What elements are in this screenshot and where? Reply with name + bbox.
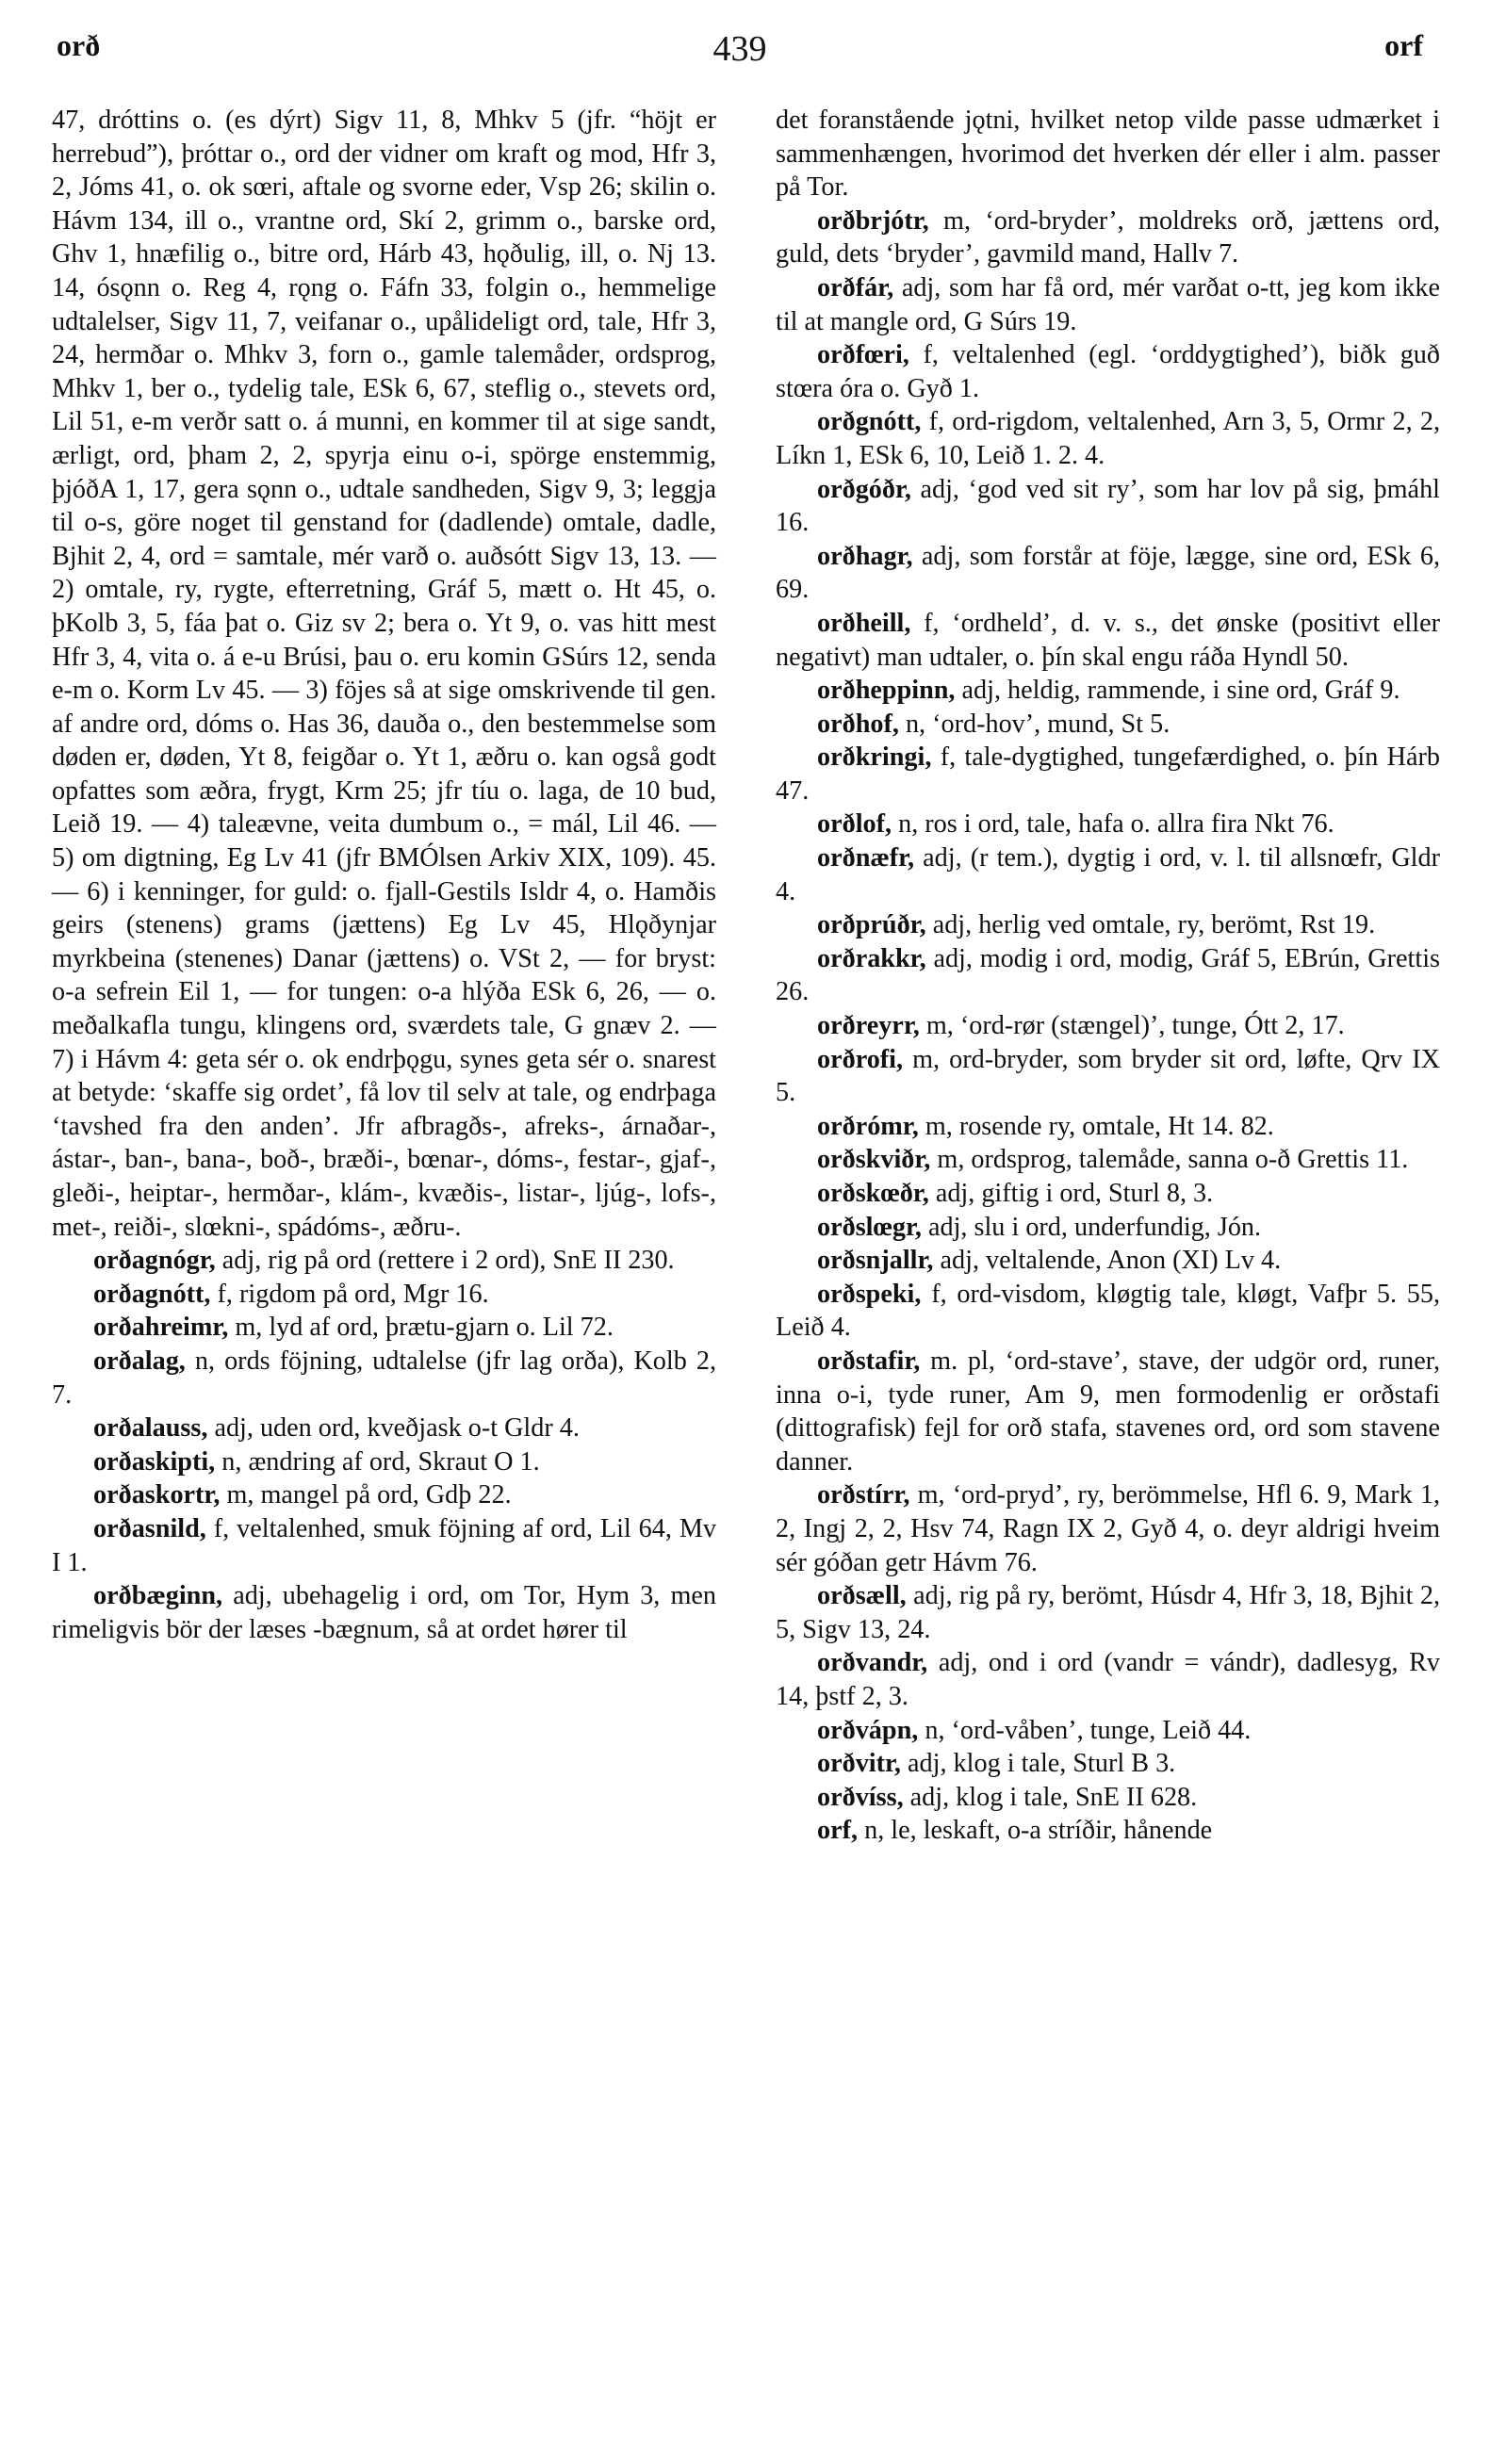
entry-definition: m, ‘ord-bryder’, moldreks orð, jættens ord, guld, dets ‘bryder’, gavmild mand, Hallv 7. <box>776 205 1440 269</box>
dictionary-entry <box>776 1211 1440 1245</box>
dictionary-entry <box>52 1278 716 1312</box>
dictionary-entry <box>776 1177 1440 1211</box>
dictionary-entry <box>776 540 1440 607</box>
entry-definition: adj, rig på ry, berömt, Húsdr 4, Hfr 3, 18, Bjhit 2, 5, Sigv 13, 24. <box>776 1581 1441 1644</box>
entry-definition: adj, som har få ord, mér varðat o-tt, jeg kom ikke til at mangle ord, G Súrs 19. <box>776 272 1440 336</box>
entry-headword: orðskviðr, <box>817 1145 931 1175</box>
entry-definition: adj, veltalende, Anon (XI) Lv 4. <box>940 1246 1282 1276</box>
entry-headword: orðprúðr, <box>817 910 926 940</box>
entry-definition: f, veltalenhed, smuk föjning af ord, Lil 64, Mv I 1. <box>52 1513 716 1577</box>
dictionary-entry <box>776 1478 1440 1579</box>
entry-headword: orðbrjótr, <box>817 205 929 236</box>
page-number: 439 <box>712 29 767 69</box>
entry-definition: adj, som forstår at föje, lægge, sine ord, ESk 6, 69. <box>776 541 1440 605</box>
left-column <box>52 104 716 1646</box>
entry-headword: orðbæginn, <box>93 1581 223 1611</box>
entry-definition: adj, uden ord, kveðjask o-t Gldr 4. <box>214 1413 580 1444</box>
entry-definition: f, tale-dygtighed, tungefærdighed, o. þín Hárb 47. <box>776 742 1440 806</box>
dictionary-entry <box>776 1009 1440 1043</box>
entry-definition: n, ‘ord-våben’, tunge, Leið 44. <box>925 1715 1252 1745</box>
entry-headword: orðstírr, <box>817 1480 910 1510</box>
entry-definition: n, ændring af ord, Skraut O 1. <box>221 1446 540 1477</box>
entry-definition: m, lyd af ord, þrætu-gjarn o. Lil 72. <box>235 1313 614 1343</box>
dictionary-entry <box>52 104 716 1244</box>
entry-definition: f, veltalenhed (egl. ‘orddygtighed’), biðk guð stœra óra o. Gyð 1. <box>776 340 1440 403</box>
dictionary-entry <box>776 338 1440 405</box>
entry-definition: n, ros i ord, tale, hafa o. allra fira Nkt 76. <box>898 809 1334 840</box>
entry-definition: adj, heldig, rammende, i sine ord, Gráf 9. <box>961 676 1400 706</box>
entry-headword: orðrofi, <box>817 1044 904 1074</box>
entry-headword: orðalauss, <box>93 1413 208 1444</box>
entry-headword: orðheill, <box>817 608 911 638</box>
dictionary-entry <box>776 271 1440 338</box>
entry-headword: orðgnótt, <box>817 407 922 437</box>
dictionary-entry <box>776 1814 1440 1848</box>
entry-definition: m, ord-bryder, som bryder sit ord, løfte, Qrv IX 5. <box>776 1044 1440 1108</box>
entry-definition: 47, dróttins o. (es dýrt) Sigv 11, 8, Mhkv 5 (jfr. “höjt er herrebud”), þróttar o., ord der vidner om kraft og mod, Hfr 3, 2, Jóms 41, o. ok sœri, aftale og svorne eder, Vsp 26; skilin o. Hávm 134, ill o., vrantne ord, Skí 2, grimm o., barske ord, Ghv 1, hnæfilig o., bitre ord, Hárb 43, hǫðulig, ill, o. Nj 13. 14, ósǫnn o. Reg 4, rǫng o. Fáfn 33, folgin o., hemmelige udtalelser, Sigv 11, 7, veifanar o., upålideligt ord, tale, Hfr 3, 24, hermðar o. Mhkv 3, forn o., gamle talemåder, ordsprog, Mhkv 1, ber o., tydelig tale, ESk 6, 67, steflig o., stevets ord, Lil 51, e-m verðr satt o. á munni, en kommer til at sige sandt, ærligt, ord, þham 2, 2, spyrja einu o-i, spörge enstemmig, þjóðA 1, 17, gera sǫnn o., udtale sandheden, Sigv 9, 3; leggja til o-s, göre noget til genstand for (dadlende) omtale, dadle, Bjhit 2, 4, ord = samtale, mér varð o. auðsótt Sigv 13, 13. — 2) omtale, ry, rygte, efterretning, Gráf 5, mætt o. Ht 45, o. þKolb 3, 5, fáa þat o. Giz sv 2; bera o. Yt 9, o. vas hitt mest Hfr 3, 4, vita o. á e-u Brúsi, þau o. eru komin GSúrs 12, senda e-m o. Korm Lv 45. — 3) föjes så at sige omskrivende til gen. af andre ord, dóms o. Has 36, dauða o., den bestemmelse som døden er, døden, Yt 8, feigðar o. Yt 1, æðru o. kan også godt opfattes som æðra, frygt, Krm 25; jfr tíu o. laga, de 10 bud, Leið 19. — 4) taleævne, veita dumbum o., = mál, Lil 46. — 5) om digtning, Eg Lv 41 (jfr BMÓlsen Arkiv XIX, 109). 45. — 6) i kenninger, for guld: o. fjall-Gestils Isldr 4, o. Hamðis geirs (stenens) grams (jættens) Eg Lv 45, Hlǫðynjar myrkbeina (stenenes) Danar (jættens) o. VSt 2, — for bryst: o-a sefrein Eil 1, — for tungen: o-a hlýða ESk 6, 26, — o. meðalkafla tungu, klingens ord, sværdets tale, G gnæv 2. — 7) i Hávm 4: geta sér o. ok endrþǫgu, synes geta sér o. snarest at betyde: ‘skaffe sig ordet’, få lov til selv at tale, og endrþaga ‘tavshed fra den anden’. Jfr afbragðs-, afreks-, árnaðar-, ástar-, ban-, bana-, boð-, bræði-, bœnar-, dóms-, festar-, gjaf-, gleði-, heiptar-, hermðar-, klám-, kvæðis-, listar-, ljúg-, lofs-, met-, reiði-, slœkni-, spádóms-, æðru-. <box>52 106 716 1242</box>
dictionary-entry <box>52 1411 716 1445</box>
dictionary-entry <box>776 841 1440 908</box>
entry-headword: orðspeki, <box>817 1279 922 1309</box>
entry-headword: orðagnótt, <box>93 1279 211 1309</box>
dictionary-entry <box>776 473 1440 540</box>
entry-definition: adj, rig på ord (rettere i 2 ord), SnE II 230. <box>221 1246 675 1276</box>
entry-definition: adj, klog i tale, Sturl B 3. <box>908 1749 1176 1779</box>
entry-headword: orðrakkr, <box>817 943 926 973</box>
dictionary-entry <box>52 1345 716 1411</box>
dictionary-entry <box>776 942 1440 1009</box>
entry-headword: orðahreimr, <box>93 1313 229 1343</box>
entry-headword: orðnæfr, <box>817 843 915 873</box>
dictionary-entry <box>776 741 1440 808</box>
entry-headword: orðasnild, <box>93 1513 206 1543</box>
entry-headword: orðstafir, <box>817 1346 921 1376</box>
dictionary-entry <box>776 1781 1440 1815</box>
dictionary-entry <box>52 1512 716 1579</box>
dictionary-entry <box>776 674 1440 708</box>
dictionary-entry <box>776 405 1440 472</box>
dictionary-entry <box>52 1244 716 1278</box>
entry-definition: adj, herlig ved omtale, ry, berömt, Rst 19. <box>932 910 1376 940</box>
entry-headword: orðreyrr, <box>817 1011 920 1041</box>
entry-headword: orðalag, <box>93 1346 186 1376</box>
entry-headword: orðlof, <box>817 809 892 840</box>
entry-definition: m, rosende ry, omtale, Ht 14. 82. <box>925 1111 1274 1141</box>
entry-definition: n, ords föjning, udtalelse (jfr lag orða), Kolb 2, 7. <box>52 1346 716 1410</box>
dictionary-entry <box>52 1478 716 1512</box>
entry-definition: f, ord-visdom, kløgtig tale, kløgt, Vafþr 5. 55, Leið 4. <box>776 1279 1441 1343</box>
entry-headword: orf, <box>817 1816 859 1846</box>
dictionary-entry <box>776 908 1440 942</box>
dictionary-entry <box>776 204 1440 271</box>
right-guide-word: orf <box>1384 28 1423 62</box>
dictionary-entry <box>52 1311 716 1345</box>
dictionary-entry <box>776 1278 1440 1345</box>
entry-headword: orðvíss, <box>817 1782 904 1812</box>
entry-definition: adj, modig i ord, modig, Gráf 5, EBrún, Grettis 26. <box>776 943 1440 1007</box>
entry-definition: adj, ‘god ved sit ry’, som har lov på sig, þmáhl 16. <box>776 474 1440 538</box>
dictionary-entry <box>776 1143 1440 1177</box>
left-guide-word: orð <box>57 28 101 62</box>
entry-headword: orðaskipti, <box>93 1446 216 1477</box>
entry-headword: orðhof, <box>817 709 899 739</box>
entry-headword: orðfœri, <box>817 340 909 370</box>
dictionary-entry <box>776 708 1440 742</box>
entry-definition: n, ‘ord-hov’, mund, St 5. <box>905 709 1170 739</box>
entry-headword: orðgóðr, <box>817 474 911 504</box>
dictionary-entry <box>776 1110 1440 1144</box>
dictionary-entry <box>776 808 1440 841</box>
entry-definition: f, ‘ordheld’, d. v. s., det ønske (positivt eller negativt) man udtaler, o. þín skal engu ráða Hyndl 50. <box>776 608 1440 672</box>
entry-definition: m, mangel på ord, Gdþ 22. <box>226 1480 512 1510</box>
entry-definition: f, rigdom på ord, Mgr 16. <box>217 1279 489 1309</box>
entry-headword: orðaskortr, <box>93 1480 221 1510</box>
entry-headword: orðskœðr, <box>817 1179 929 1208</box>
entry-definition: m, ‘ord-rør (stængel)’, tunge, Ótt 2, 17. <box>925 1011 1345 1041</box>
entry-definition: det foranstående jǫtni, hvilket netop vilde passe udmærket i sammenhængen, hvorimod det hverken dér eller i alm. passer på Tor. <box>776 106 1440 203</box>
right-column <box>776 104 1440 1848</box>
dictionary-entry <box>776 1714 1440 1748</box>
dictionary-entry <box>776 607 1440 674</box>
dictionary-entry <box>776 1747 1440 1781</box>
dictionary-entry <box>52 1579 716 1646</box>
dictionary-entry <box>776 1244 1440 1278</box>
entry-headword: orðvandr, <box>817 1648 928 1678</box>
entry-definition: f, ord-rigdom, veltalenhed, Arn 3, 5, Ormr 2, 2, Líkn 1, ESk 6, 10, Leið 1. 2. 4. <box>776 407 1440 470</box>
entry-definition: adj, giftig i ord, Sturl 8, 3. <box>935 1179 1214 1208</box>
entry-headword: orðfár, <box>817 272 894 302</box>
entry-headword: orðheppinn, <box>817 676 956 706</box>
entry-headword: orðsæll, <box>817 1581 907 1611</box>
entry-headword: orðsnjallr, <box>817 1246 934 1276</box>
entry-definition: adj, ond i ord (vandr = vándr), dadlesyg, Rv 14, þstf 2, 3. <box>776 1648 1441 1711</box>
dictionary-entry <box>52 1445 716 1479</box>
dictionary-entry <box>776 1646 1440 1713</box>
entry-headword: orðagnógr, <box>93 1246 216 1276</box>
entry-definition: n, le, leskaft, o-a stríðir, hånende <box>864 1816 1213 1846</box>
entry-definition: adj, slu i ord, underfundig, Jón. <box>927 1212 1262 1242</box>
dictionary-entry <box>776 1345 1440 1478</box>
entry-headword: orðslœgr, <box>817 1212 922 1242</box>
entry-definition: adj, (r tem.), dygtig i ord, v. l. til allsnœfr, Gldr 4. <box>776 843 1440 906</box>
page-header <box>57 28 1423 75</box>
entry-headword: orðrómr, <box>817 1111 919 1141</box>
entry-headword: orðkringi, <box>817 742 932 773</box>
entry-definition: adj, klog i tale, SnE II 628. <box>909 1782 1198 1812</box>
dictionary-entry <box>776 1579 1440 1646</box>
entry-definition: m, ordsprog, talemåde, sanna o-ð Grettis 11. <box>937 1145 1409 1175</box>
entry-headword: orðvápn, <box>817 1715 919 1745</box>
entry-headword: orðhagr, <box>817 541 913 571</box>
entry-headword: orðvitr, <box>817 1749 901 1779</box>
entry-definition: m, ‘ord-pryd’, ry, berömmelse, Hfl 6. 9, Mark 1, 2, Ingj 2, 2, Hsv 74, Ragn IX 2, Gyð 4, o. deyr aldrigi hveim sér góðan getr Hávm 76. <box>776 1480 1440 1577</box>
entry-definition: m. pl, ‘ord-stave’, stave, der udgör ord, runer, inna o-i, tyde runer, Am 9, men formodenlig er orðstafi (dittografisk) fejl for orð stafa, stavenes ord, ord som stavene danner. <box>776 1346 1441 1477</box>
dictionary-entry <box>776 104 1440 204</box>
entry-definition: adj, ubehagelig i ord, om Tor, Hym 3, men rimeligvis bör der læses -bægnum, så at ordet hører til <box>52 1581 716 1644</box>
dictionary-entry <box>776 1043 1440 1110</box>
